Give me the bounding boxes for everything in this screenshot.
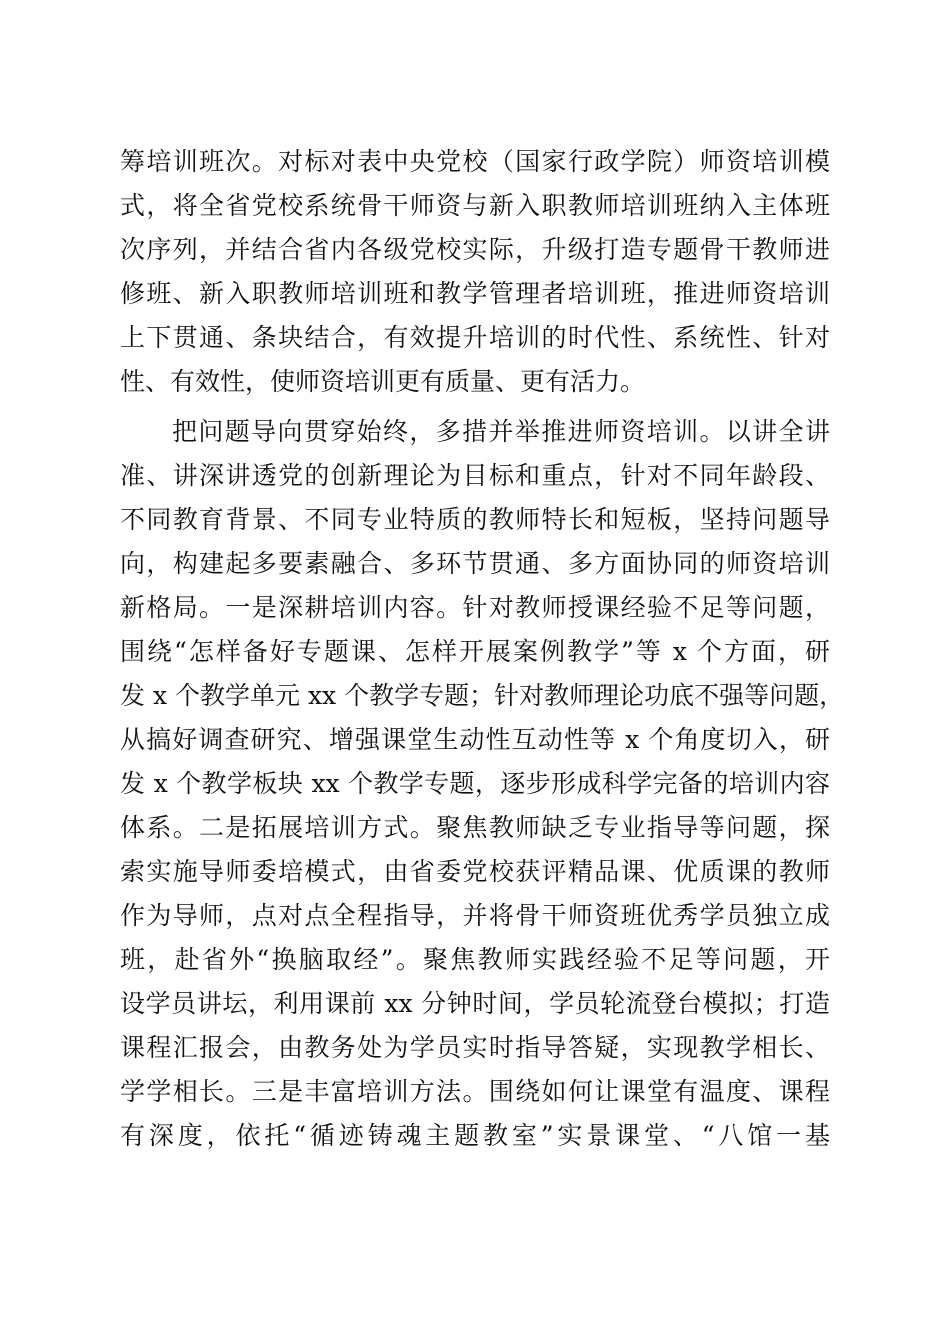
paragraph-2-line-16: 学学相长。三是丰富培训方法。围绕如何让课堂有温度、课程 (120, 1077, 830, 1106)
paragraph-2-line-1: 把问题导向贯穿始终，多措并举推进师资培训。以讲全讲 (172, 417, 830, 446)
paragraph-2-line-3: 不同教育背景、不同专业特质的教师特长和短板，坚持问题导 (120, 505, 830, 534)
paragraph-1-line-4: 修班、新入职教师培训班和教学管理者培训班，推进师资培训 (120, 279, 830, 308)
paragraph-2-line-15: 课程汇报会，由教务处为学员实时指导答疑，实现教学相长、 (120, 1033, 830, 1062)
paragraph-2-line-7: 发 x 个教学单元 xx 个教学专题；针对教师理论功底不强等问题， (120, 681, 845, 710)
paragraph-2-line-10: 体系。二是拓展培训方式。聚焦教师缺乏专业指导等问题，探 (120, 813, 830, 842)
paragraph-2-line-4: 向，构建起多要素融合、多环节贯通、多方面协同的师资培训 (120, 549, 830, 578)
paragraph-1-line-3: 次序列，并结合省内各级党校实际，升级打造专题骨干教师进 (120, 235, 830, 264)
paragraph-1-line-5: 上下贯通、条块结合，有效提升培训的时代性、系统性、针对 (120, 323, 830, 352)
paragraph-2-line-17: 有深度，依托“循迹铸魂主题教室”实景课堂、“八馆一基 (120, 1121, 830, 1150)
paragraph-1-line-6: 性、有效性，使师资培训更有质量、更有活力。 (120, 367, 646, 396)
paragraph-2-line-13: 班，赴省外“换脑取经”。聚焦教师实践经验不足等问题，开 (120, 945, 830, 974)
paragraph-2-line-5: 新格局。一是深耕培训内容。针对教师授课经验不足等问题， (120, 593, 830, 622)
paragraph-2-line-8: 从搞好调查研究、增强课堂生动性互动性等 x 个角度切入，研 (120, 725, 830, 754)
paragraph-2-line-14: 设学员讲坛，利用课前 xx 分钟时间，学员轮流登台模拟；打造 (120, 989, 830, 1018)
paragraph-1-line-1: 筹培训班次。对标对表中央党校（国家行政学院）师资培训模 (120, 147, 830, 176)
paragraph-2-line-6: 围绕“怎样备好专题课、怎样开展案例教学”等 x 个方面，研 (120, 637, 830, 666)
paragraph-2-line-11: 索实施导师委培模式，由省委党校获评精品课、优质课的教师 (120, 857, 830, 886)
paragraph-2-line-9: 发 x 个教学板块 xx 个教学专题，逐步形成科学完备的培训内容 (120, 769, 830, 798)
paragraph-2-line-12: 作为导师，点对点全程指导，并将骨干师资班优秀学员独立成 (120, 901, 830, 930)
paragraph-2-line-2: 准、讲深讲透党的创新理论为目标和重点，针对不同年龄段、 (120, 461, 830, 490)
paragraph-1-line-2: 式，将全省党校系统骨干师资与新入职教师培训班纳入主体班 (120, 191, 830, 220)
